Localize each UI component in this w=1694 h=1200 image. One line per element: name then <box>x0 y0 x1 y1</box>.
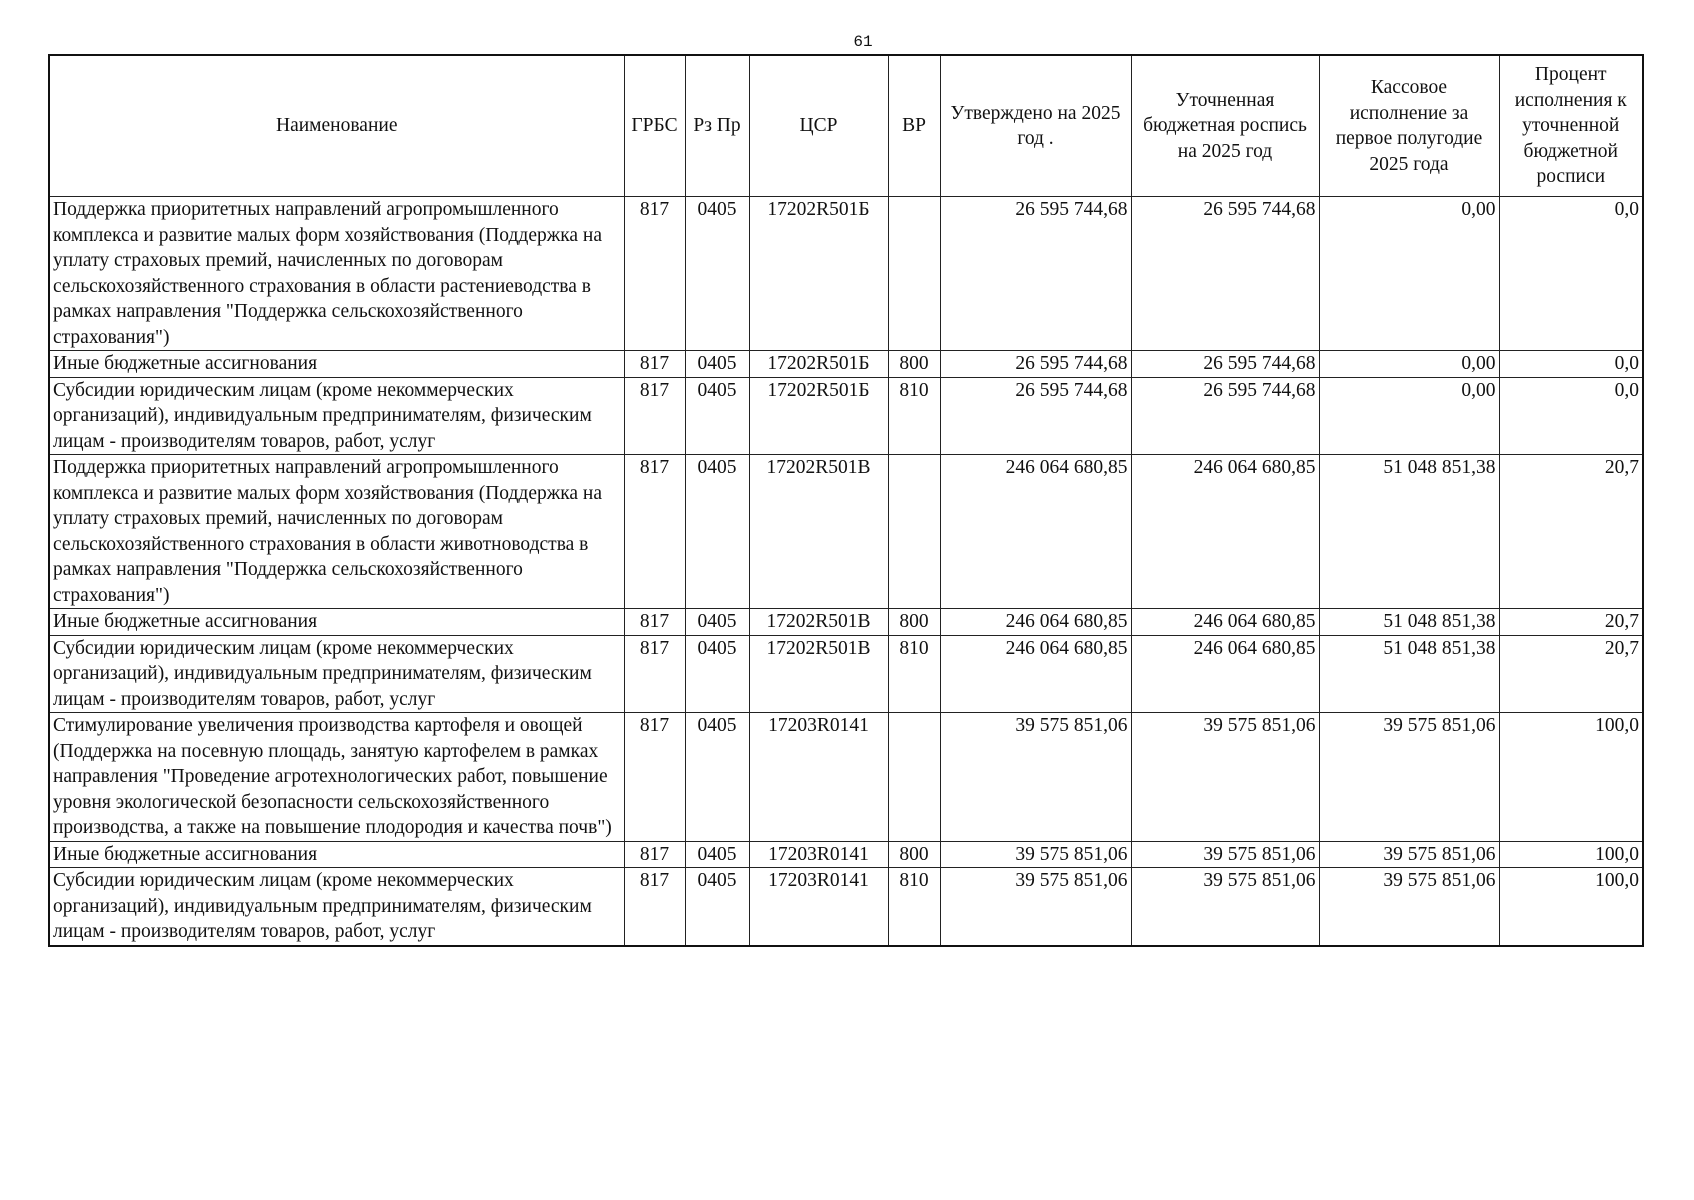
row-csr: 17202R501В <box>749 635 888 713</box>
row-refined: 26 595 744,68 <box>1131 197 1319 351</box>
row-vr <box>888 197 940 351</box>
table-row <box>49 197 1643 351</box>
row-vr: 800 <box>888 609 940 636</box>
row-percent: 20,7 <box>1499 455 1643 609</box>
row-name: Стимулирование увеличения производства картофеля и овощей (Поддержка на посевную площадь, занятую картофелем в рамках направления "Проведение агротехнологических работ, повышение уровня экологической безопасности сельскохозяйственного производства, а также на повышение плодородия и качества почв") <box>49 713 624 842</box>
row-grbs: 817 <box>624 377 685 455</box>
row-rzpr: 0405 <box>685 197 749 351</box>
row-cash: 51 048 851,38 <box>1319 609 1499 636</box>
row-csr: 17202R501В <box>749 455 888 609</box>
row-rzpr: 0405 <box>685 841 749 868</box>
row-csr: 17203R0141 <box>749 868 888 946</box>
row-percent: 0,0 <box>1499 351 1643 378</box>
row-approved: 39 575 851,06 <box>940 713 1131 842</box>
row-rzpr: 0405 <box>685 377 749 455</box>
header-percent: Процент исполнения к уточненной бюджетной росписи <box>1499 55 1643 197</box>
row-refined: 39 575 851,06 <box>1131 713 1319 842</box>
row-grbs: 817 <box>624 635 685 713</box>
row-percent: 20,7 <box>1499 609 1643 636</box>
header-grbs: ГРБС <box>624 55 685 197</box>
row-grbs: 817 <box>624 455 685 609</box>
row-refined: 246 064 680,85 <box>1131 635 1319 713</box>
row-rzpr: 0405 <box>685 635 749 713</box>
row-approved: 246 064 680,85 <box>940 455 1131 609</box>
row-rzpr: 0405 <box>685 455 749 609</box>
row-percent: 0,0 <box>1499 377 1643 455</box>
table-row <box>49 609 1643 636</box>
header-approved: Утверждено на 2025 год . <box>940 55 1131 197</box>
header-row <box>49 55 1643 197</box>
row-approved: 26 595 744,68 <box>940 197 1131 351</box>
row-percent: 100,0 <box>1499 868 1643 946</box>
row-csr: 17203R0141 <box>749 713 888 842</box>
budget-table <box>48 54 1644 947</box>
row-name: Иные бюджетные ассигнования <box>49 841 624 868</box>
row-cash: 0,00 <box>1319 351 1499 378</box>
row-csr: 17202R501Б <box>749 377 888 455</box>
row-grbs: 817 <box>624 713 685 842</box>
row-percent: 100,0 <box>1499 841 1643 868</box>
row-approved: 26 595 744,68 <box>940 351 1131 378</box>
row-grbs: 817 <box>624 351 685 378</box>
row-csr: 17203R0141 <box>749 841 888 868</box>
table-row <box>49 351 1643 378</box>
table-row <box>49 868 1643 946</box>
row-refined: 26 595 744,68 <box>1131 377 1319 455</box>
row-vr <box>888 455 940 609</box>
row-approved: 39 575 851,06 <box>940 868 1131 946</box>
row-refined: 39 575 851,06 <box>1131 841 1319 868</box>
row-name: Иные бюджетные ассигнования <box>49 609 624 636</box>
row-vr <box>888 713 940 842</box>
row-cash: 0,00 <box>1319 377 1499 455</box>
row-grbs: 817 <box>624 197 685 351</box>
row-refined: 26 595 744,68 <box>1131 351 1319 378</box>
row-grbs: 817 <box>624 609 685 636</box>
row-approved: 246 064 680,85 <box>940 635 1131 713</box>
row-rzpr: 0405 <box>685 868 749 946</box>
row-refined: 246 064 680,85 <box>1131 455 1319 609</box>
table-row <box>49 377 1643 455</box>
header-vr: ВР <box>888 55 940 197</box>
row-name: Субсидии юридическим лицам (кроме некоммерческих организаций), индивидуальным предпринимателям, физическим лицам - производителям товаров, работ, услуг <box>49 635 624 713</box>
row-vr: 800 <box>888 841 940 868</box>
page-number: 61 <box>853 33 873 51</box>
row-vr: 810 <box>888 377 940 455</box>
row-refined: 246 064 680,85 <box>1131 609 1319 636</box>
row-percent: 20,7 <box>1499 635 1643 713</box>
row-name: Субсидии юридическим лицам (кроме некоммерческих организаций), индивидуальным предпринимателям, физическим лицам - производителям товаров, работ, услуг <box>49 868 624 946</box>
row-rzpr: 0405 <box>685 609 749 636</box>
row-cash: 51 048 851,38 <box>1319 635 1499 713</box>
row-csr: 17202R501Б <box>749 351 888 378</box>
table-row <box>49 713 1643 842</box>
table-row <box>49 841 1643 868</box>
row-approved: 26 595 744,68 <box>940 377 1131 455</box>
header-name: Наименование <box>49 55 624 197</box>
header-refined: Уточненная бюджетная роспись на 2025 год <box>1131 55 1319 197</box>
row-rzpr: 0405 <box>685 351 749 378</box>
row-name: Поддержка приоритетных направлений агропромышленного комплекса и развитие малых форм хозяйствования (Поддержка на уплату страховых премий, начисленных по договорам сельскохозяйственного страхования в области животноводства в рамках направления "Поддержка сельскохозяйственного страхования") <box>49 455 624 609</box>
header-rzpr: Рз Пр <box>685 55 749 197</box>
row-grbs: 817 <box>624 841 685 868</box>
row-name: Субсидии юридическим лицам (кроме некоммерческих организаций), индивидуальным предпринимателям, физическим лицам - производителям товаров, работ, услуг <box>49 377 624 455</box>
row-grbs: 817 <box>624 868 685 946</box>
table-row <box>49 635 1643 713</box>
row-approved: 246 064 680,85 <box>940 609 1131 636</box>
row-vr: 810 <box>888 635 940 713</box>
row-percent: 100,0 <box>1499 713 1643 842</box>
row-vr: 810 <box>888 868 940 946</box>
row-cash: 0,00 <box>1319 197 1499 351</box>
header-csr: ЦСР <box>749 55 888 197</box>
row-percent: 0,0 <box>1499 197 1643 351</box>
header-cash: Кассовое исполнение за первое полугодие 2025 года <box>1319 55 1499 197</box>
row-cash: 39 575 851,06 <box>1319 713 1499 842</box>
row-csr: 17202R501В <box>749 609 888 636</box>
row-refined: 39 575 851,06 <box>1131 868 1319 946</box>
row-approved: 39 575 851,06 <box>940 841 1131 868</box>
row-csr: 17202R501Б <box>749 197 888 351</box>
table-row <box>49 455 1643 609</box>
row-name: Поддержка приоритетных направлений агропромышленного комплекса и развитие малых форм хозяйствования (Поддержка на уплату страховых премий, начисленных по договорам сельскохозяйственного страхования в области растениеводства в рамках направления "Поддержка сельскохозяйственного страхования") <box>49 197 624 351</box>
row-cash: 39 575 851,06 <box>1319 841 1499 868</box>
row-rzpr: 0405 <box>685 713 749 842</box>
row-cash: 51 048 851,38 <box>1319 455 1499 609</box>
row-name: Иные бюджетные ассигнования <box>49 351 624 378</box>
row-cash: 39 575 851,06 <box>1319 868 1499 946</box>
row-vr: 800 <box>888 351 940 378</box>
